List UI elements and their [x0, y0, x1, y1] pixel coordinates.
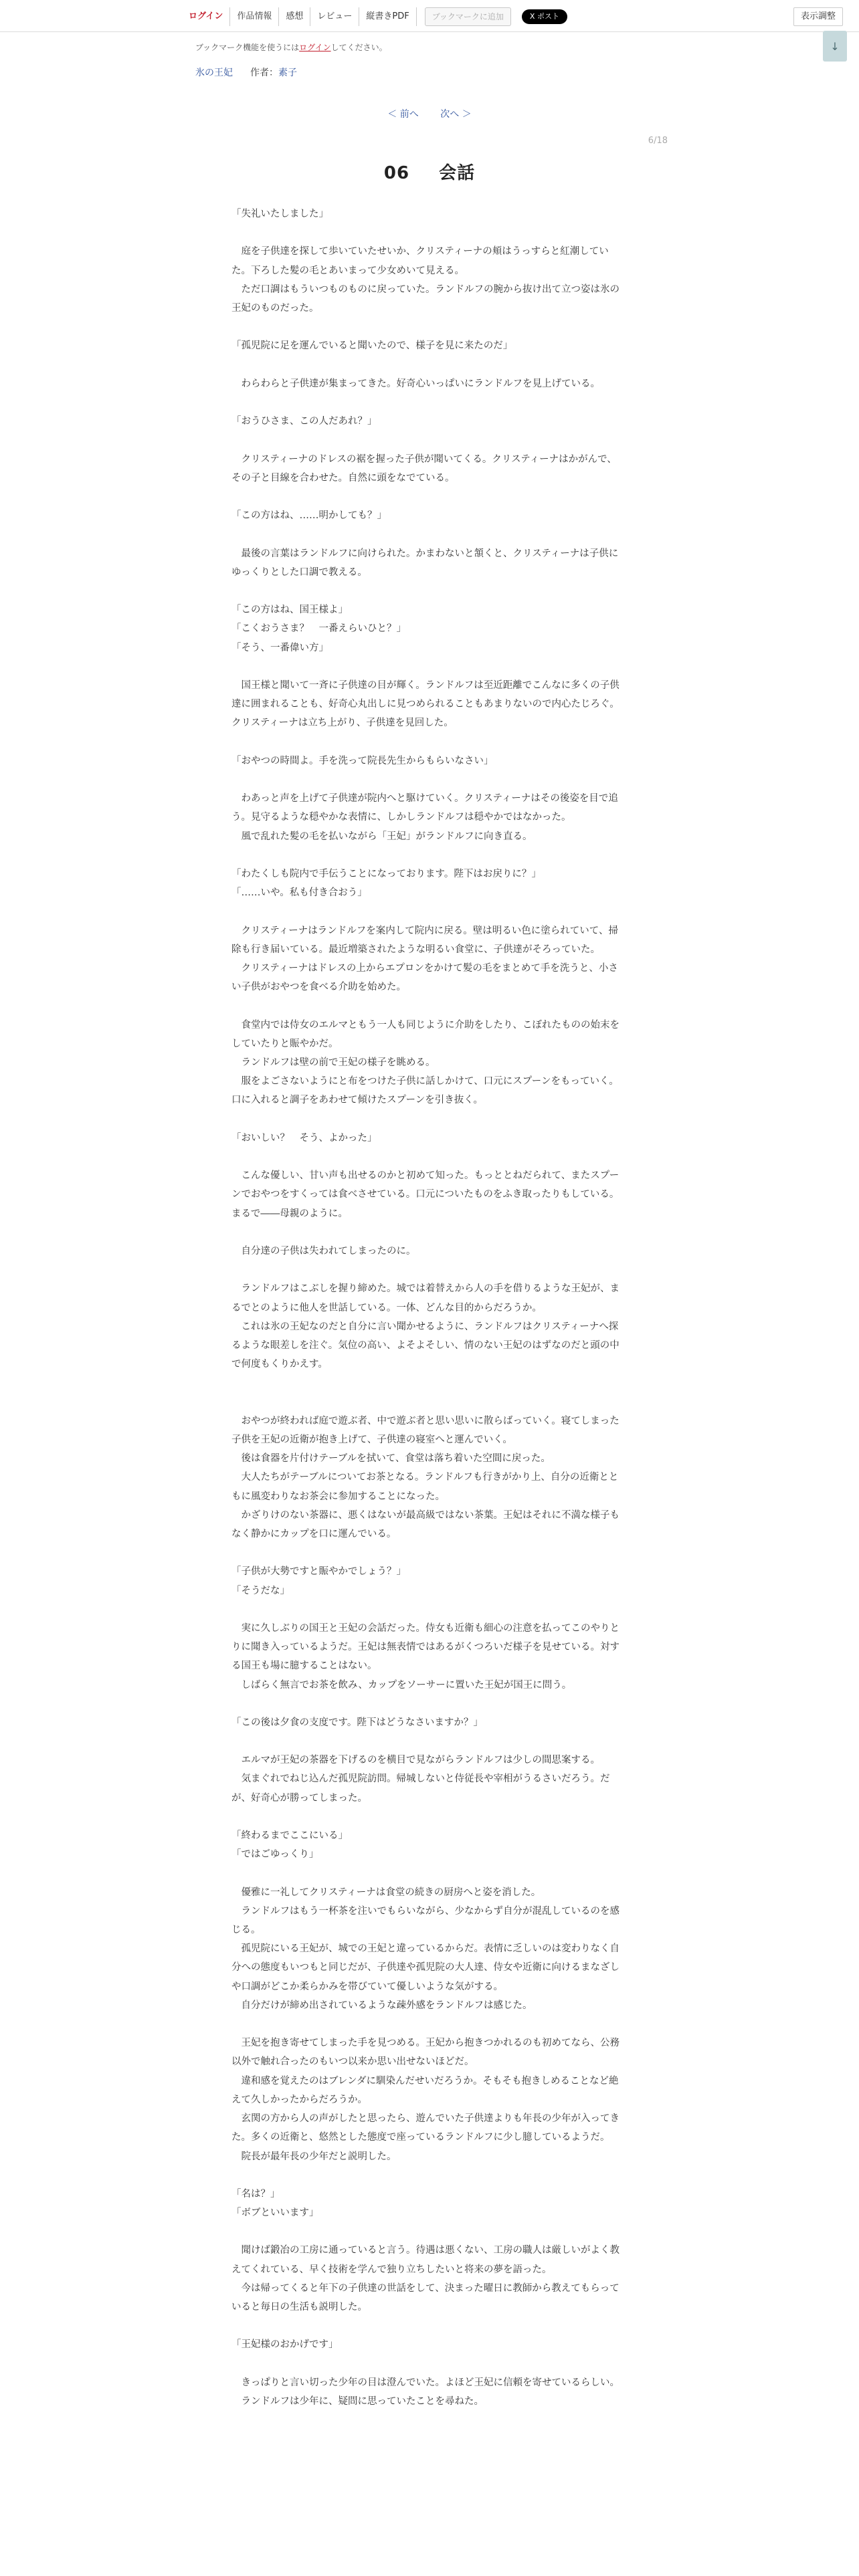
- body-paragraph: [231, 582, 626, 601]
- body-paragraph: 服をよごさないようにと布をつけた子供に話しかけて、口元にスプーンをもっていく。口に入れると調子をあわせて傾けたスプーンを引き抜く。: [231, 1076, 619, 1106]
- body-paragraph: [231, 770, 626, 789]
- body-paragraph: ランドルフは壁の前で王妃の様子を眺める。: [231, 1057, 436, 1068]
- body-paragraph: こんな優しい、甘い声も出せるのかと初めて知った。もっととねだられて、またスプーンでおやつをすくっては食べさせている。口元についたものをふき取ったりもしている。まるで――母親のように。: [231, 1170, 619, 1219]
- author-link[interactable]: 素子: [278, 68, 297, 78]
- body-paragraph: [231, 733, 626, 752]
- chapter-title: [0, 159, 859, 184]
- body-paragraph: 自分達の子供は失われてしまったのに。: [231, 1245, 416, 1257]
- next-page-link[interactable]: 次へ ＞: [440, 109, 472, 120]
- chapter-name: 会話: [439, 163, 476, 183]
- body-paragraph: [231, 657, 626, 676]
- body-paragraph: 王妃を抱き寄せてしまった手を見つめる。王妃から抱きつかれるのも初めてなら、公務以外で触れ合ったのもいつ以来か思い出せないほどだ。: [231, 2038, 619, 2068]
- login-notice: [195, 41, 387, 53]
- body-paragraph: 大人たちがテーブルについてお茶となる。ランドルフも行きがかり上、自分の近衛とともに風変わりなお茶会に参加することになった。: [231, 1472, 619, 1502]
- body-paragraph: クリスティーナはドレスの上からエプロンをかけて髪の毛をまとめて手を洗うと、小さい子供がおやつを食べる介助を始めた。: [231, 962, 618, 993]
- bookmark-button[interactable]: ブックマークに追加: [425, 7, 511, 26]
- body-paragraph: [231, 223, 626, 242]
- body-paragraph: わらわらと子供達が集まってきた。好奇心いっぱいにランドルフを見上げている。: [231, 378, 600, 389]
- notice-login-link[interactable]: ログイン: [299, 43, 331, 52]
- body-paragraph: [231, 2015, 626, 2034]
- author-info: [250, 66, 297, 79]
- notice-suffix: してください。: [330, 43, 387, 52]
- body-paragraph: [231, 2166, 626, 2185]
- body-paragraph: 「ではごゆっくり」: [231, 1849, 319, 1860]
- body-paragraph: [231, 1393, 626, 1412]
- body-paragraph: [231, 525, 626, 544]
- impressions-button[interactable]: 感想: [278, 7, 310, 26]
- display-settings-button[interactable]: 表示調整: [793, 7, 843, 26]
- body-paragraph: クリスティーナはランドルフを案内して院内に戻る。壁は明るい色に塗られていて、掃除も行き届いている。最近増築されたような明るい食堂に、子供達がそろっていた。: [231, 925, 618, 955]
- body-paragraph: [231, 1374, 626, 1392]
- body-paragraph: [231, 1864, 626, 1883]
- body-paragraph: 「そうだな」: [231, 1585, 290, 1596]
- body-paragraph: 「終わるまでここにいる」: [231, 1830, 348, 1842]
- body-paragraph: ランドルフはこぶしを握り締めた。城では着替えから人の手を借りるような王妃が、まるでとのように他人を世話している。一体、どんな目的からだろうか。: [231, 1283, 619, 1313]
- body-paragraph: [231, 902, 626, 921]
- body-paragraph: 玄関の方から人の声がしたと思ったら、遊んでいた子供達よりも年長の少年が入ってきた。多くの近衛と、悠然とした態度で座っているランドルフに少し臆しているようだ。: [231, 2113, 619, 2143]
- body-paragraph: 「わたくしも院内で手伝うことになっております。陛下はお戻りに？」: [231, 868, 541, 879]
- body-paragraph: 「失礼いたしました」: [231, 209, 328, 219]
- body-paragraph: [231, 356, 626, 374]
- work-meta: [195, 66, 297, 79]
- body-paragraph: [231, 1261, 626, 1279]
- body-paragraph: ただ口調はもういつものものに戻っていた。ランドルフの腕から抜け出て立つ姿は氷の王妃のものだった。: [231, 284, 619, 314]
- body-paragraph: 実に久しぶりの国王と王妃の会話だった。侍女も近衛も細心の注意を払ってこのやりとりに聞き入っているようだ。王妃は無表情ではあるがくつろいだ様子を見せている。対する国王も場に臆することはない。: [231, 1622, 619, 1672]
- reviews-button[interactable]: レビュー: [310, 7, 359, 26]
- body-paragraph: 「この方はね、国王様よ」: [231, 605, 348, 616]
- body-paragraph: 国王様と聞いて一斉に子供達の目が輝く。ランドルフは至近距離でこんなに多くの子供達に囲まれることも、好奇心丸出しに見つめられることもあまりないので内心たじろぐ。クリスティーナは立ち上がり、子供達を見回した。: [231, 679, 619, 729]
- scroll-down-button[interactable]: [823, 31, 847, 62]
- body-paragraph: 「おやつの時間よ。手を洗って院長先生からもらいなさい」: [231, 755, 494, 766]
- body-paragraph: 気まぐれでねじ込んだ孤児院訪問。帰城しないと侍従長や宰相がうるさいだろう。だが、好奇心が勝ってしまった。: [231, 1774, 610, 1804]
- body-paragraph: これは氷の王妃なのだと自分に言い聞かせるように、ランドルフはクリスティーナへ探るような眼差しを注ぐ。気位の高い、よそよそしい、情のない王妃のはずなのだと頭の中で何度もくりかえす。: [231, 1321, 619, 1370]
- body-paragraph: クリスティーナのドレスの裾を握った子供が聞いてくる。クリスティーナはかがんで、その子と目線を合わせた。自然に頭をなでている。: [231, 453, 617, 484]
- pager: [0, 107, 859, 120]
- body-paragraph: [231, 431, 626, 449]
- work-title-link[interactable]: 氷の王妃: [195, 68, 233, 78]
- body-paragraph: 「ボブといいます」: [231, 2208, 319, 2219]
- body-paragraph: 「名は？」: [231, 2188, 280, 2199]
- x-share-label: X ポスト: [529, 12, 559, 21]
- body-paragraph: 聞けば鍛冶の工房に通っていると言う。待遇は悪くない、工房の職人は厳しいがよく教えてくれている、早く技術を学んで独り立ちしたいと将来の夢を語った。: [231, 2245, 619, 2275]
- chapter-number: 06: [383, 163, 410, 183]
- body-paragraph: [231, 846, 626, 865]
- body-paragraph: 「王妃様のおかげです」: [231, 2339, 339, 2351]
- body-paragraph: かざりけのない茶器に、悪くはないが最高級ではない茶葉。王妃はそれに不満な様子もなく静かにカップを口に運んでいる。: [231, 1509, 619, 1539]
- body-paragraph: [231, 1543, 626, 1562]
- body-paragraph: [231, 996, 626, 1015]
- novel-body: [231, 205, 626, 2411]
- body-paragraph: ランドルフは少年に、疑問に思っていたことを尋ねた。: [231, 2396, 484, 2407]
- body-paragraph: [231, 393, 626, 412]
- body-paragraph: [231, 2355, 626, 2373]
- body-paragraph: 風で乱れた髪の毛を払いながら「王妃」がランドルフに向き直る。: [231, 831, 533, 842]
- body-paragraph: わあっと声を上げて子供達が院内へと駆けていく。クリスティーナはその後姿を目で追う。見守るような穏やかな表情に、しかしランドルフは穏やかではなかった。: [231, 793, 618, 823]
- body-paragraph: 「おいしい？ そう、よかった」: [231, 1132, 377, 1144]
- page-number: 6/18: [648, 136, 668, 146]
- x-share-button[interactable]: [522, 9, 567, 24]
- body-paragraph: 「孤児院に足を運んでいると聞いたので、様子を見に来たのだ」: [231, 340, 513, 352]
- body-paragraph: [231, 2317, 626, 2335]
- body-paragraph: しばらく無言でお茶を飲み、カップをソーサーに置いた王妃が国王に問う。: [231, 1679, 572, 1691]
- body-paragraph: 「この方はね、……明かしても？」: [231, 510, 387, 522]
- body-paragraph: 院長が最年長の少年だと説明した。: [231, 2151, 397, 2162]
- body-paragraph: [231, 2222, 626, 2241]
- vertical-pdf-button[interactable]: 縦書きPDF: [359, 7, 416, 26]
- body-paragraph: [231, 1732, 626, 1751]
- body-paragraph: 「この後は夕食の支度です。陛下はどうなさいますか？」: [231, 1717, 483, 1728]
- arrow-down-icon: ↓: [830, 39, 840, 53]
- body-paragraph: 「こくおうさま？ 一番えらいひと？」: [231, 623, 406, 635]
- body-paragraph: 自分だけが締め出されているような疎外感をランドルフは感じた。: [231, 2000, 533, 2011]
- top-bar: [0, 0, 859, 32]
- body-paragraph: 庭を子供達を探して歩いていたせいか、クリスティーナの頬はうっすらと紅潮していた。下ろした髪の毛とあいまって少女めいて見える。: [231, 246, 609, 276]
- body-paragraph: エルマが王妃の茶器を下げるのを横目で見ながらランドルフは少しの間思案する。: [231, 1755, 600, 1766]
- prev-page-link[interactable]: ＜ 前へ: [387, 109, 419, 120]
- login-button[interactable]: ログイン: [189, 11, 223, 21]
- body-paragraph: 今は帰ってくると年下の子供達の世話をして、決まった曜日に教師から教えてもらっていると毎日の生活も説明した。: [231, 2282, 619, 2313]
- top-nav: [182, 7, 567, 26]
- body-paragraph: [231, 1600, 626, 1619]
- author-label: 作者：: [250, 68, 278, 78]
- body-paragraph: [231, 318, 626, 336]
- body-paragraph: [231, 488, 626, 506]
- body-paragraph: 最後の言葉はランドルフに向けられた。かまわないと頷くと、クリスティーナは子供にゆっくりとした口調で教える。: [231, 548, 619, 578]
- body-paragraph: 「おうひさま、この人だあれ？」: [231, 416, 377, 427]
- body-paragraph: きっぱりと言い切った少年の目は澄んでいた。よほど王妃に信頼を寄せているらしい。: [231, 2377, 619, 2388]
- body-paragraph: [231, 1808, 626, 1826]
- notice-prefix: ブックマーク機能を使うには: [195, 43, 300, 52]
- body-paragraph: 「子供が大勢ですと賑やかでしょう？」: [231, 1566, 406, 1578]
- body-paragraph: [231, 1148, 626, 1166]
- body-paragraph: [231, 1223, 626, 1242]
- body-paragraph: 違和感を覚えたのはブレンダに馴染んだせいだろうか。そもそも抱きしめることなど絶えて久しかったからだろうか。: [231, 2075, 619, 2105]
- body-paragraph: 優雅に一礼してクリスティーナは食堂の続きの厨房へと姿を消した。: [231, 1887, 541, 1898]
- body-paragraph: 後は食器を片付けテーブルを拭いて、食堂は落ち着いた空間に戻った。: [231, 1453, 551, 1465]
- body-paragraph: [231, 1110, 626, 1129]
- body-paragraph: 食堂内では侍女のエルマともう一人も同じように介助をしたり、こぼれたものの始末をしていたりと賑やかだ。: [231, 1019, 619, 1049]
- body-paragraph: 「……いや。私も付き合おう」: [231, 887, 367, 899]
- body-paragraph: おやつが終われば庭で遊ぶ者、中で遊ぶ者と思い思いに散らばっていく。寝てしまった子供を王妃の近衛が抱き上げて、子供達の寝室へと運んでいく。: [231, 1415, 619, 1445]
- body-paragraph: 「そう、一番偉い方」: [231, 642, 328, 653]
- body-paragraph: ランドルフはもう一杯茶を注いでもらいながら、少なからず自分が混乱しているのを感じる。: [231, 1905, 619, 1936]
- body-paragraph: [231, 1695, 626, 1713]
- body-paragraph: 孤児院にいる王妃が、城での王妃と違っているからだ。表情に乏しいのは変わりなく自分への態度もいつもと同じだが、子供達や孤児院の大人達、侍女や近衛に向けるまなざしや口調がどこか柔らかみを帯びていて優しいような気がする。: [231, 1943, 619, 1992]
- work-info-button[interactable]: 作品情報: [229, 7, 278, 26]
